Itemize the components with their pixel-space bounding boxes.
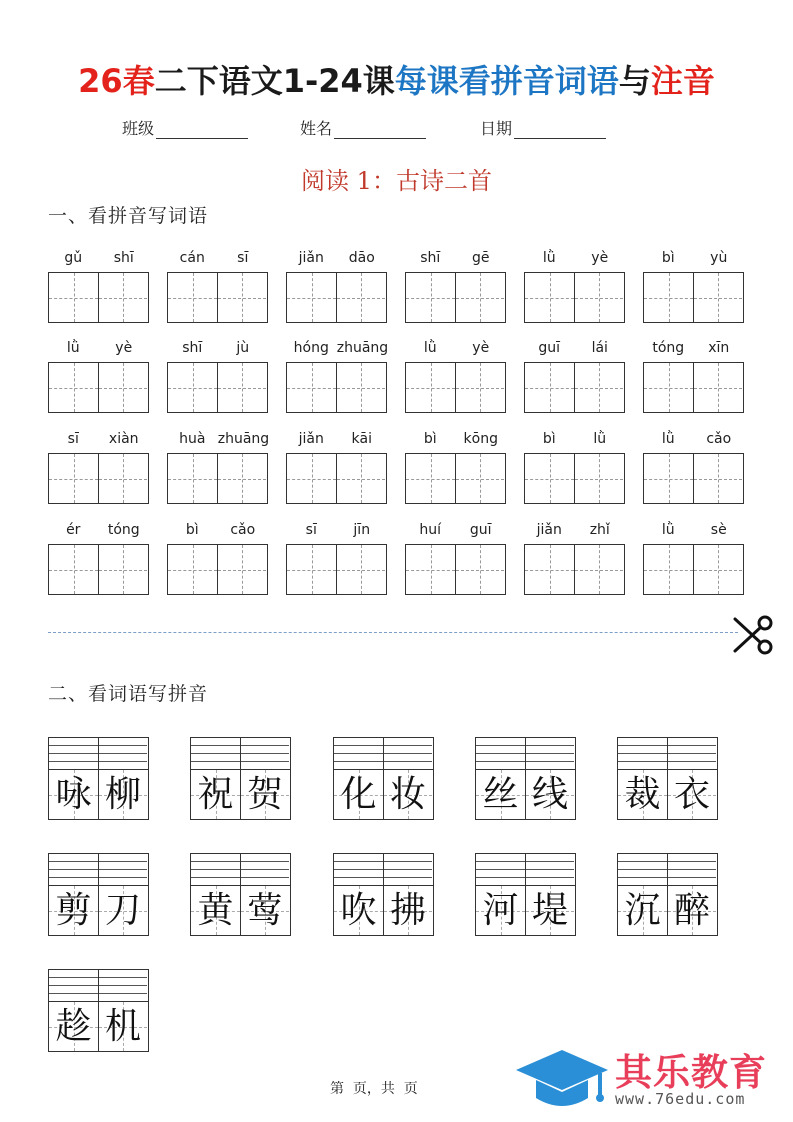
word-pinyin-box	[617, 737, 718, 820]
pinyin-syllable: zhuāng	[336, 340, 389, 356]
tian-cell[interactable]	[455, 454, 504, 503]
hanzi-row	[617, 885, 718, 936]
hanzi-cell	[383, 770, 432, 819]
hanzi-char: 拂	[389, 890, 426, 931]
tian-cell[interactable]	[217, 273, 266, 322]
writing-grid[interactable]	[167, 544, 268, 595]
pinyin-syllable: tóng	[652, 340, 685, 356]
tian-cell[interactable]	[574, 273, 623, 322]
hanzi-cell	[49, 1002, 98, 1051]
pinyin-word-box	[643, 340, 744, 413]
name-field[interactable]	[300, 116, 426, 139]
tian-cell[interactable]	[406, 273, 455, 322]
tian-cell[interactable]	[644, 273, 693, 322]
class-field[interactable]	[122, 116, 248, 139]
pinyin-line-cell[interactable]	[191, 854, 240, 885]
word-pinyin-box	[48, 737, 149, 820]
pinyin-row	[643, 431, 744, 453]
tian-cell[interactable]	[287, 454, 336, 503]
pinyin-line-cell[interactable]	[618, 738, 667, 769]
pinyin-line-cell[interactable]	[383, 738, 432, 769]
hanzi-char: 祝	[197, 774, 234, 815]
pinyin-word-box	[405, 431, 506, 504]
pinyin-syllable: cǎo	[706, 431, 732, 447]
pinyin-writing-lines[interactable]	[190, 853, 291, 885]
tian-cell[interactable]	[336, 363, 385, 412]
word-pinyin-box	[333, 737, 434, 820]
pinyin-writing-lines[interactable]	[617, 853, 718, 885]
pinyin-syllable: yè	[472, 340, 490, 356]
hanzi-cell	[98, 1002, 147, 1051]
hanzi-cell	[476, 886, 525, 935]
tian-cell[interactable]	[406, 545, 455, 594]
hanzi-char: 河	[482, 890, 519, 931]
logo-name: 其乐教育	[615, 1051, 767, 1094]
pinyin-syllable: yè	[115, 340, 133, 356]
tian-cell[interactable]	[217, 363, 266, 412]
scissors-icon	[731, 613, 775, 657]
writing-grid[interactable]	[48, 272, 149, 323]
tian-cell[interactable]	[49, 363, 98, 412]
pinyin-syllable: guī	[469, 522, 492, 538]
pinyin-row	[643, 340, 744, 362]
pinyin-word-box	[643, 522, 744, 595]
tian-cell[interactable]	[525, 545, 574, 594]
pinyin-word-box	[286, 522, 387, 595]
pinyin-row	[405, 431, 506, 453]
pinyin-line-cell[interactable]	[525, 738, 574, 769]
pinyin-row	[524, 431, 625, 453]
tian-cell[interactable]	[98, 454, 147, 503]
writing-grid[interactable]	[643, 453, 744, 504]
hanzi-row	[190, 885, 291, 936]
tian-cell[interactable]	[525, 273, 574, 322]
pinyin-row	[643, 250, 744, 272]
pinyin-row	[643, 522, 744, 544]
hanzi-char: 妆	[389, 774, 426, 815]
pinyin-row	[405, 522, 506, 544]
tian-cell[interactable]	[644, 454, 693, 503]
pinyin-word-box	[524, 250, 625, 323]
writing-grid[interactable]	[286, 272, 387, 323]
tian-cell[interactable]	[217, 545, 266, 594]
hanzi-char: 莺	[246, 890, 283, 931]
hanzi-row	[48, 769, 149, 820]
pinyin-syllable: kāi	[351, 431, 373, 447]
pinyin-line-cell[interactable]	[240, 854, 289, 885]
pinyin-word-box	[286, 340, 387, 413]
hanzi-char: 化	[340, 774, 377, 815]
pinyin-syllable: bì	[185, 522, 199, 538]
pinyin-syllable: gǔ	[64, 250, 83, 266]
tian-cell[interactable]	[693, 273, 742, 322]
pinyin-word-box	[524, 431, 625, 504]
pinyin-syllable: jiǎn	[298, 431, 324, 447]
tian-cell[interactable]	[336, 454, 385, 503]
pinyin-line-cell[interactable]	[476, 854, 525, 885]
tian-cell[interactable]	[525, 363, 574, 412]
pinyin-row	[405, 340, 506, 362]
hanzi-char: 堤	[531, 890, 568, 931]
pinyin-syllable: gē	[472, 250, 490, 266]
tian-cell[interactable]	[644, 363, 693, 412]
pinyin-syllable: huà	[179, 431, 206, 447]
word-pinyin-box	[475, 737, 576, 820]
hanzi-cell	[618, 886, 667, 935]
pinyin-line-cell[interactable]	[191, 738, 240, 769]
tian-cell[interactable]	[168, 454, 217, 503]
pinyin-row	[167, 522, 268, 544]
pinyin-syllable: zhuāng	[217, 431, 270, 447]
tian-cell[interactable]	[168, 363, 217, 412]
tian-cell[interactable]	[406, 454, 455, 503]
writing-grid[interactable]	[48, 362, 149, 413]
hanzi-row	[333, 885, 434, 936]
pinyin-writing-lines[interactable]	[617, 737, 718, 769]
tian-cell[interactable]	[49, 273, 98, 322]
writing-grid[interactable]	[405, 544, 506, 595]
pinyin-word-box	[167, 340, 268, 413]
pinyin-syllable: jiǎn	[536, 522, 562, 538]
tian-cell[interactable]	[49, 454, 98, 503]
pinyin-word-box	[524, 522, 625, 595]
pinyin-writing-lines[interactable]	[48, 853, 149, 885]
tian-cell[interactable]	[574, 545, 623, 594]
pinyin-word-box	[405, 522, 506, 595]
pinyin-syllable: ér	[66, 522, 81, 538]
writing-grid[interactable]	[286, 453, 387, 504]
pinyin-line-cell[interactable]	[667, 854, 716, 885]
tian-cell[interactable]	[574, 363, 623, 412]
hanzi-cell	[476, 770, 525, 819]
pinyin-syllable: lǜ	[542, 250, 556, 266]
hanzi-cell	[240, 886, 289, 935]
hanzi-char: 趁	[55, 1006, 92, 1047]
hanzi-row	[333, 769, 434, 820]
pinyin-syllable: sè	[710, 522, 727, 538]
writing-grid[interactable]	[48, 453, 149, 504]
hanzi-cell	[98, 886, 147, 935]
pinyin-syllable: jīn	[353, 522, 371, 538]
hanzi-char: 衣	[673, 774, 710, 815]
title-part-1: 26春	[78, 62, 155, 100]
word-pinyin-box	[190, 737, 291, 820]
hanzi-char: 裁	[624, 774, 661, 815]
date-field[interactable]	[480, 116, 606, 139]
pinyin-line-cell[interactable]	[618, 854, 667, 885]
writing-grid[interactable]	[286, 544, 387, 595]
tian-cell[interactable]	[336, 545, 385, 594]
date-blank[interactable]	[514, 122, 606, 139]
page-footer: 第 页，共 页	[330, 1081, 418, 1097]
pinyin-syllable: dāo	[348, 250, 375, 266]
pinyin-row	[524, 522, 625, 544]
title-part-3: 每课看拼音词语	[394, 62, 619, 100]
hanzi-cell	[618, 770, 667, 819]
writing-grid[interactable]	[286, 362, 387, 413]
pinyin-line-cell[interactable]	[98, 738, 147, 769]
pinyin-line-cell[interactable]	[667, 738, 716, 769]
pinyin-syllable: lǜ	[66, 340, 80, 356]
pinyin-syllable: cǎo	[230, 522, 256, 538]
pinyin-word-box	[286, 250, 387, 323]
tian-cell[interactable]	[336, 273, 385, 322]
pinyin-writing-lines[interactable]	[333, 853, 434, 885]
pinyin-word-box	[167, 431, 268, 504]
hanzi-char: 丝	[482, 774, 519, 815]
writing-grid[interactable]	[643, 544, 744, 595]
writing-grid[interactable]	[167, 453, 268, 504]
title-part-2: 二下语文1-24课	[154, 62, 395, 100]
word-pinyin-box	[48, 969, 149, 1052]
pinyin-word-box	[405, 340, 506, 413]
writing-grid[interactable]	[405, 453, 506, 504]
writing-grid[interactable]	[524, 453, 625, 504]
tian-cell[interactable]	[168, 273, 217, 322]
pinyin-word-box	[48, 522, 149, 595]
tian-cell[interactable]	[406, 363, 455, 412]
pinyin-syllable: yè	[591, 250, 609, 266]
tian-cell[interactable]	[455, 273, 504, 322]
tian-cell[interactable]	[574, 454, 623, 503]
pinyin-syllable: bì	[423, 431, 437, 447]
hanzi-row	[48, 885, 149, 936]
hanzi-char: 沉	[624, 890, 661, 931]
word-pinyin-box	[48, 853, 149, 936]
pinyin-syllable: kōng	[463, 431, 498, 447]
tian-cell[interactable]	[455, 545, 504, 594]
pinyin-syllable: shī	[113, 250, 134, 266]
pinyin-line-cell[interactable]	[49, 854, 98, 885]
tian-cell[interactable]	[287, 273, 336, 322]
pinyin-syllable: huí	[419, 522, 442, 538]
pinyin-syllable: tóng	[107, 522, 140, 538]
pinyin-word-box	[167, 250, 268, 323]
title-part-5: 注音	[650, 62, 715, 100]
pinyin-line-cell[interactable]	[476, 738, 525, 769]
pinyin-row	[286, 340, 387, 362]
hanzi-char: 醉	[673, 890, 710, 931]
title-part-4: 与	[618, 62, 651, 100]
pinyin-line-cell[interactable]	[240, 738, 289, 769]
writing-grid[interactable]	[167, 362, 268, 413]
tian-cell[interactable]	[98, 545, 147, 594]
hanzi-char: 剪	[55, 890, 92, 931]
hanzi-cell	[49, 886, 98, 935]
hanzi-char: 机	[104, 1006, 141, 1047]
pinyin-syllable: jù	[236, 340, 250, 356]
pinyin-syllable: xīn	[708, 340, 730, 356]
pinyin-word-box	[48, 431, 149, 504]
name-blank[interactable]	[334, 122, 426, 139]
pinyin-syllable: lái	[591, 340, 608, 356]
tian-cell[interactable]	[693, 454, 742, 503]
pinyin-syllable: lǜ	[661, 522, 675, 538]
hanzi-row	[475, 769, 576, 820]
pinyin-writing-lines[interactable]	[48, 737, 149, 769]
section-2-heading: 二、看词语写拼音	[48, 683, 209, 705]
pinyin-syllable: cán	[179, 250, 205, 266]
hanzi-char: 吹	[340, 890, 377, 931]
pinyin-row	[286, 250, 387, 272]
hanzi-cell	[240, 770, 289, 819]
pinyin-syllable: sī	[305, 522, 317, 538]
pinyin-word-box	[48, 340, 149, 413]
pinyin-row	[48, 431, 149, 453]
pinyin-syllable: zhǐ	[589, 522, 610, 538]
logo	[512, 1040, 788, 1116]
pinyin-row	[167, 431, 268, 453]
section-1-heading: 一、看拼音写词语	[48, 205, 209, 227]
graduation-cap-icon	[512, 1040, 612, 1116]
pinyin-syllable: lǜ	[661, 431, 675, 447]
pinyin-word-box	[524, 340, 625, 413]
pinyin-row	[48, 522, 149, 544]
pinyin-word-box	[167, 522, 268, 595]
tian-cell[interactable]	[287, 363, 336, 412]
writing-grid[interactable]	[405, 272, 506, 323]
pinyin-word-box	[48, 250, 149, 323]
hanzi-char: 咏	[55, 774, 92, 815]
pinyin-line-cell[interactable]	[383, 854, 432, 885]
pinyin-writing-lines[interactable]	[48, 969, 149, 1001]
writing-grid[interactable]	[524, 544, 625, 595]
pinyin-syllable: yù	[710, 250, 728, 266]
pinyin-syllable: xiàn	[108, 431, 139, 447]
pinyin-syllable: bì	[661, 250, 675, 266]
pinyin-line-cell[interactable]	[98, 970, 147, 1001]
pinyin-line-cell[interactable]	[49, 738, 98, 769]
date-label: 日期	[480, 119, 513, 138]
pinyin-line-cell[interactable]	[334, 854, 383, 885]
pinyin-writing-lines[interactable]	[475, 853, 576, 885]
hanzi-row	[190, 769, 291, 820]
tian-cell[interactable]	[644, 545, 693, 594]
pinyin-line-cell[interactable]	[49, 970, 98, 1001]
pinyin-line-cell[interactable]	[525, 854, 574, 885]
pinyin-row	[524, 340, 625, 362]
hanzi-char: 线	[531, 774, 568, 815]
writing-grid[interactable]	[48, 544, 149, 595]
pinyin-writing-lines[interactable]	[475, 737, 576, 769]
page-title	[0, 56, 793, 102]
pinyin-syllable: shī	[420, 250, 441, 266]
writing-grid[interactable]	[167, 272, 268, 323]
pinyin-row	[405, 250, 506, 272]
hanzi-char: 黄	[197, 890, 234, 931]
writing-grid[interactable]	[524, 362, 625, 413]
pinyin-row	[48, 340, 149, 362]
pinyin-syllable: hóng	[293, 340, 329, 356]
tian-cell[interactable]	[49, 545, 98, 594]
tian-cell[interactable]	[525, 454, 574, 503]
tian-cell[interactable]	[168, 545, 217, 594]
word-pinyin-box	[617, 853, 718, 936]
pinyin-row	[167, 340, 268, 362]
pinyin-row	[167, 250, 268, 272]
pinyin-writing-lines[interactable]	[333, 737, 434, 769]
hanzi-cell	[334, 770, 383, 819]
class-label: 班级	[122, 119, 155, 138]
hanzi-cell	[191, 886, 240, 935]
pinyin-syllable: shī	[182, 340, 203, 356]
pinyin-writing-lines[interactable]	[190, 737, 291, 769]
tian-cell[interactable]	[98, 363, 147, 412]
hanzi-row	[475, 885, 576, 936]
pinyin-word-box	[643, 250, 744, 323]
hanzi-cell	[667, 770, 716, 819]
hanzi-cell	[49, 770, 98, 819]
pinyin-syllable: lǜ	[593, 431, 607, 447]
pinyin-syllable: jiǎn	[298, 250, 324, 266]
writing-grid[interactable]	[643, 362, 744, 413]
tian-cell[interactable]	[693, 363, 742, 412]
name-label: 姓名	[300, 119, 333, 138]
hanzi-char: 贺	[246, 774, 283, 815]
pinyin-syllable: guī	[538, 340, 561, 356]
writing-grid[interactable]	[643, 272, 744, 323]
cut-line	[48, 632, 738, 633]
pinyin-syllable: lǜ	[423, 340, 437, 356]
hanzi-cell	[191, 770, 240, 819]
pinyin-word-box	[286, 431, 387, 504]
word-pinyin-box	[333, 853, 434, 936]
hanzi-cell	[525, 770, 574, 819]
pinyin-row	[524, 250, 625, 272]
lesson-title: 阅读 1：古诗二首	[301, 167, 492, 195]
writing-grid[interactable]	[524, 272, 625, 323]
hanzi-cell	[98, 770, 147, 819]
pinyin-row	[286, 522, 387, 544]
pinyin-row	[286, 431, 387, 453]
tian-cell[interactable]	[693, 545, 742, 594]
pinyin-syllable: sī	[237, 250, 249, 266]
pinyin-line-cell[interactable]	[334, 738, 383, 769]
tian-cell[interactable]	[455, 363, 504, 412]
logo-url: www.76edu.com	[615, 1090, 746, 1108]
writing-grid[interactable]	[405, 362, 506, 413]
pinyin-syllable: sī	[67, 431, 79, 447]
pinyin-word-box	[405, 250, 506, 323]
hanzi-cell	[667, 886, 716, 935]
hanzi-char: 柳	[104, 774, 141, 815]
class-blank[interactable]	[156, 122, 248, 139]
hanzi-row	[617, 769, 718, 820]
word-pinyin-box	[475, 853, 576, 936]
hanzi-row	[48, 1001, 149, 1052]
hanzi-char: 刀	[104, 890, 141, 931]
hanzi-cell	[334, 886, 383, 935]
hanzi-cell	[525, 886, 574, 935]
word-pinyin-box	[190, 853, 291, 936]
pinyin-row	[48, 250, 149, 272]
tian-cell[interactable]	[98, 273, 147, 322]
tian-cell[interactable]	[217, 454, 266, 503]
tian-cell[interactable]	[287, 545, 336, 594]
pinyin-syllable: bì	[542, 431, 556, 447]
hanzi-cell	[383, 886, 432, 935]
pinyin-word-box	[643, 431, 744, 504]
pinyin-line-cell[interactable]	[98, 854, 147, 885]
